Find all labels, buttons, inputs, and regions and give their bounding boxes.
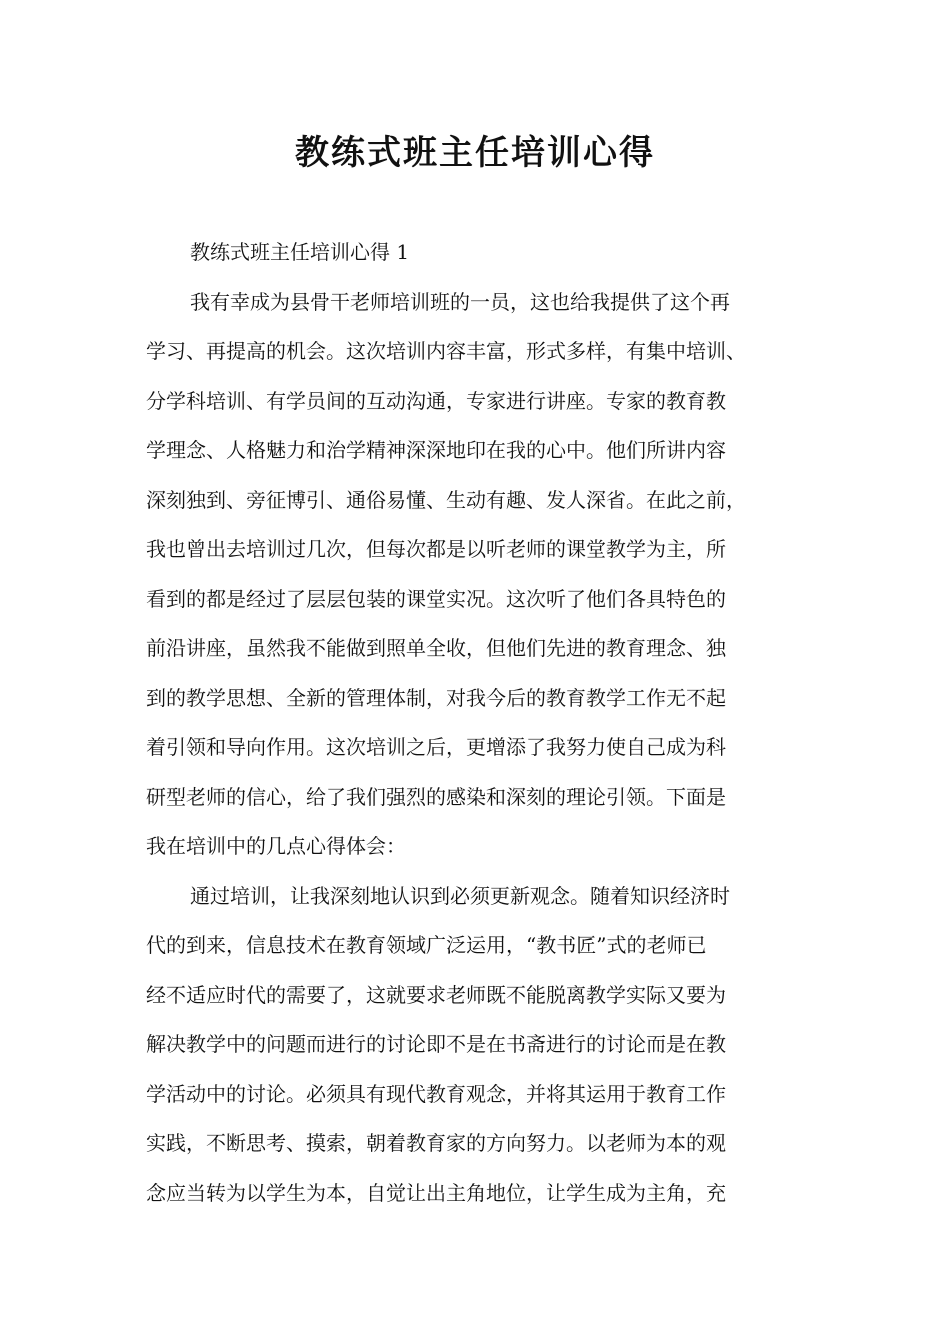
text-line: 前沿讲座，虽然我不能做到照单全收，但他们先进的教育理念、独 [146, 636, 726, 660]
document-title: 教练式班主任培训心得 [295, 133, 655, 173]
text-line: 分学科培训、有学员间的互动沟通，专家进行讲座。专家的教育教 [146, 388, 726, 413]
document-body [146, 228, 818, 1218]
section-subtitle: 教练式班主任培训心得 1 [190, 240, 410, 264]
text-line: 看到的都是经过了层层包装的课堂实况。这次听了他们各具特色的 [146, 586, 726, 611]
text-line: 通过培训，让我深刻地认识到必须更新观念。随着知识经济时 [190, 883, 730, 908]
text-line: 学理念、人格魅力和治学精神深深地印在我的心中。他们所讲内容 [146, 438, 726, 462]
text-line: 实践，不断思考、摸索，朝着教育家的方向努力。以老师为本的观 [146, 1131, 726, 1155]
paragraph-1 [146, 278, 818, 872]
text-line: 念应当转为以学生为本，自觉让出主角地位，让学生成为主角，充 [146, 1180, 726, 1205]
text-line: 我也曾出去培训过几次，但每次都是以听老师的课堂教学为主，所 [146, 537, 726, 561]
paragraph-2 [146, 872, 818, 1219]
text-line: 研型老师的信心，给了我们强烈的感染和深刻的理论引领。下面是 [146, 784, 726, 809]
text-line: 我有幸成为县骨干老师培训班的一员，这也给我提供了这个再 [190, 289, 730, 314]
text-line: 着引领和导向作用。这次培训之后，更增添了我努力使自己成为科 [146, 735, 726, 759]
text-line: 深刻独到、旁征博引、通俗易懂、生动有趣、发人深省。在此之前， [146, 487, 746, 512]
text-line: 解决教学中的问题而进行的讨论即不是在书斋进行的讨论而是在教 [146, 1032, 726, 1056]
text-line: 代的到来，信息技术在教育领域广泛运用，“教书匠”式的老师已 [146, 933, 707, 957]
text-line: 学活动中的讨论。必须具有现代教育观念，并将其运用于教育工作 [146, 1081, 726, 1106]
text-line: 学习、再提高的机会。这次培训内容丰富，形式多样，有集中培训、 [146, 339, 746, 363]
text-line: 我在培训中的几点心得体会： [146, 834, 406, 858]
text-line: 到的教学思想、全新的管理体制，对我今后的教育教学工作无不起 [146, 685, 726, 710]
text-line: 经不适应时代的需要了，这就要求老师既不能脱离教学实际又要为 [146, 982, 726, 1007]
